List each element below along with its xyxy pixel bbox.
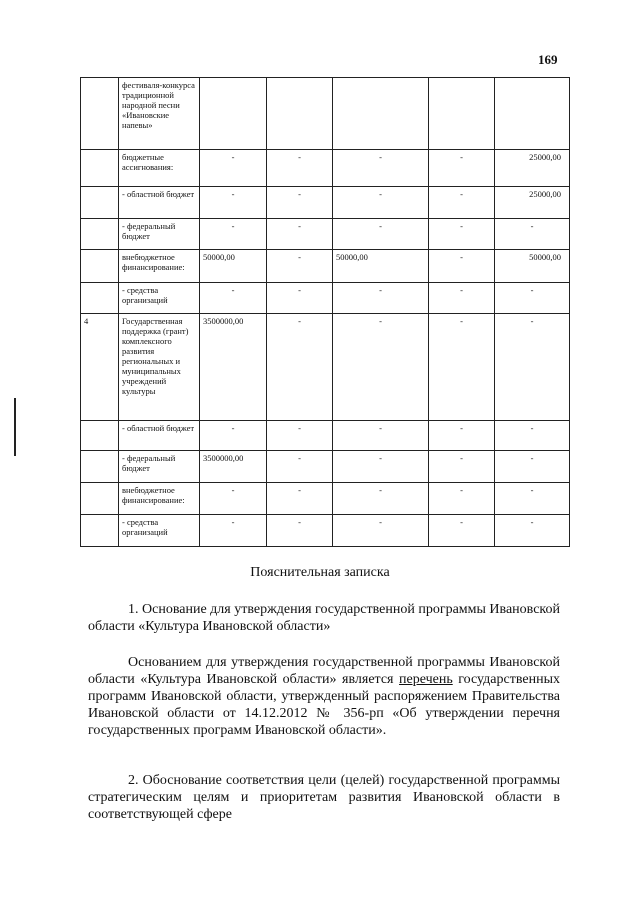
value-cell xyxy=(333,78,429,150)
value-cell: - xyxy=(495,515,570,547)
value-cell: - xyxy=(200,483,267,515)
table-row xyxy=(81,150,570,187)
value-cell: - xyxy=(333,421,429,451)
row-number xyxy=(81,187,119,219)
row-label: - средства организаций xyxy=(119,515,200,547)
row-number xyxy=(81,515,119,547)
row-label: - областной бюджет xyxy=(119,421,200,451)
table-row xyxy=(81,78,570,150)
value-cell: - xyxy=(333,283,429,314)
row-label: - областной бюджет xyxy=(119,187,200,219)
value-cell: - xyxy=(333,451,429,483)
value-cell: - xyxy=(200,187,267,219)
value-cell: - xyxy=(495,283,570,314)
value-cell: - xyxy=(429,219,495,250)
value-cell: - xyxy=(495,219,570,250)
value-cell: - xyxy=(429,421,495,451)
value-cell: - xyxy=(429,187,495,219)
value-cell: - xyxy=(200,219,267,250)
value-cell: - xyxy=(267,314,333,421)
value-cell xyxy=(200,78,267,150)
value-cell: - xyxy=(267,283,333,314)
row-number xyxy=(81,78,119,150)
value-cell: - xyxy=(200,421,267,451)
value-cell: - xyxy=(429,451,495,483)
value-cell: - xyxy=(333,219,429,250)
table-row xyxy=(81,515,570,547)
value-cell: 50000,00 xyxy=(200,250,267,283)
value-cell: - xyxy=(200,150,267,187)
value-cell: 25000,00 xyxy=(495,187,570,219)
value-cell: 50000,00 xyxy=(333,250,429,283)
value-cell: 25000,00 xyxy=(495,150,570,187)
row-number xyxy=(81,283,119,314)
value-cell: - xyxy=(495,483,570,515)
margin-mark xyxy=(14,398,16,456)
value-cell: - xyxy=(333,515,429,547)
value-cell: - xyxy=(429,515,495,547)
heading-2: 2. Обоснование соответствия цели (целей) государственной программы стратегическим целям и приоритетам развития Ивановской области в соответствующей сфере xyxy=(88,773,560,822)
table-row xyxy=(81,451,570,483)
budget-table xyxy=(80,77,570,547)
value-cell xyxy=(429,78,495,150)
value-cell: - xyxy=(267,150,333,187)
value-cell: - xyxy=(333,483,429,515)
value-cell: 3500000,00 xyxy=(200,314,267,421)
value-cell: - xyxy=(495,314,570,421)
value-cell: - xyxy=(200,283,267,314)
row-label: внебюджетное финансирование: xyxy=(119,250,200,283)
row-number xyxy=(81,421,119,451)
value-cell: - xyxy=(495,451,570,483)
paragraph-1-end: государственных программ Ивановской области, утвержденный распоряжением Правительства Ивановской области от 14.12.2012 № 356-рп «Об утверждении перечня государственных программ Ивановской области». xyxy=(88,672,560,738)
row-number xyxy=(81,483,119,515)
table-row xyxy=(81,250,570,283)
value-cell xyxy=(495,78,570,150)
page-number: 169 xyxy=(538,52,558,67)
value-cell: 50000,00 xyxy=(495,250,570,283)
value-cell: - xyxy=(429,314,495,421)
table-row xyxy=(81,483,570,515)
row-label: - средства организаций xyxy=(119,283,200,314)
value-cell: - xyxy=(495,421,570,451)
row-label: фестиваля-конкурса традиционной народной песни «Ивановские напевы» xyxy=(119,78,200,150)
heading-1: 1. Основание для утверждения государственной программы Ивановской области «Культура Ивановской области» xyxy=(88,602,560,634)
row-label: бюджетные ассигнования: xyxy=(119,150,200,187)
paragraph-1 xyxy=(88,654,560,739)
value-cell: - xyxy=(333,150,429,187)
table-row xyxy=(81,219,570,250)
section-title: Пояснительная записка xyxy=(250,565,390,580)
row-number xyxy=(81,219,119,250)
value-cell: - xyxy=(429,283,495,314)
value-cell xyxy=(267,78,333,150)
value-cell: - xyxy=(429,250,495,283)
value-cell: - xyxy=(200,515,267,547)
row-label: Государственная поддержка (грант) комплексного развития региональных и муниципальных учреждений культуры xyxy=(119,314,200,421)
row-number: 4 xyxy=(81,314,119,421)
value-cell: - xyxy=(267,483,333,515)
value-cell: 3500000,00 xyxy=(200,451,267,483)
value-cell: - xyxy=(429,483,495,515)
value-cell: - xyxy=(267,219,333,250)
table-row xyxy=(81,421,570,451)
value-cell: - xyxy=(267,250,333,283)
row-number xyxy=(81,150,119,187)
row-number xyxy=(81,451,119,483)
value-cell: - xyxy=(429,150,495,187)
row-number xyxy=(81,250,119,283)
value-cell: - xyxy=(267,421,333,451)
value-cell: - xyxy=(333,314,429,421)
table-row xyxy=(81,314,570,421)
row-label: внебюджетное финансирование: xyxy=(119,483,200,515)
perechen-link[interactable]: перечень xyxy=(399,672,453,687)
table-row xyxy=(81,283,570,314)
value-cell: - xyxy=(333,187,429,219)
row-label: - федеральный бюджет xyxy=(119,219,200,250)
value-cell: - xyxy=(267,187,333,219)
row-label: - федеральный бюджет xyxy=(119,451,200,483)
value-cell: - xyxy=(267,515,333,547)
value-cell: - xyxy=(267,451,333,483)
paragraph-1-start: Основанием для утверждения государственной программы Ивановской области «Культура Ивановской области» является xyxy=(88,655,560,687)
table-row xyxy=(81,187,570,219)
